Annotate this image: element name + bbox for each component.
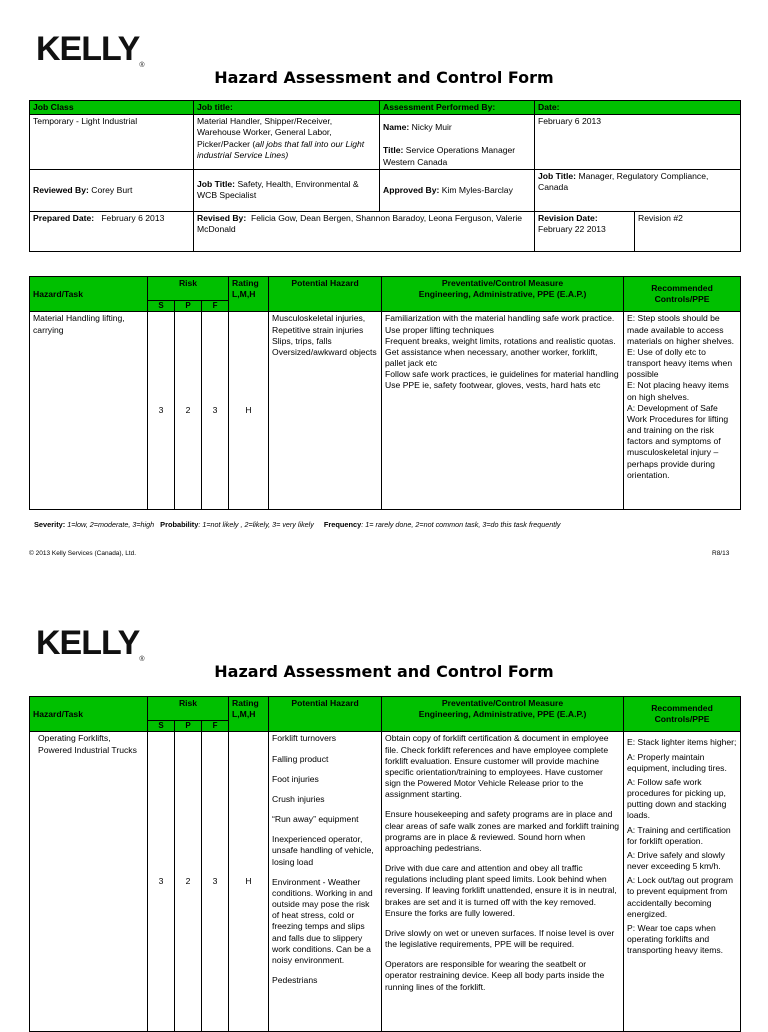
control-measures-2: Obtain copy of forklift certification & document in employee file. Check forklift references and have employee complete forklift evaluation. Ensure customer will provide machine specific orientation/training to employees. Have customer sign the Powered Motor Vehicle Release prior to the assignment starting. Ensure housekeeping and safety programs are in place and clear areas of safe walk zones are marked and forklift training programs are in place & reviewed. Sound horn when approaching pedestrians. Drive with due care and attention and obey all traffic regulations including plant speed limits. Look behind when reversing. If leaving forklift unattended, ensure it is in neutral, brakes are set and it is turned off with the key removed. Ensure the forks are fully lowered. Drive slowly on wet or uneven surfaces. If noise level is over the legislative requirements, PPE will be required. Operators are responsible for wearing the seatbelt or operator restraining device. Keep all body parts inside the running lines of the forklift.: [382, 732, 624, 1032]
col-rating: Rating L,M,H: [229, 277, 269, 312]
assessment-date-value: February 6 2013: [535, 115, 741, 170]
control-measures-1: Familiarization with the material handling safe work practice. Use proper lifting techniques Frequent breaks, weight limits, rotations and realistic quotas. Get assistance when necessary, another worker, forklift, pallet jack etc Follow safe work practices, ie guidelines for material handling Use PPE ie, safety footwear, gloves, vests, hard hats etc: [382, 312, 624, 510]
col-risk: Risk: [148, 277, 229, 301]
potential-hazards-1: Musculoskeletal injuries, Repetitive strain injuries Slips, trips, falls Oversized/awkward objects: [269, 312, 382, 510]
rating-value: H: [229, 312, 269, 510]
rating-legend: Severity: 1=low, 2=moderate, 3=high Probability: 1=not likely , 2=likely, 3= very likely Frequency: 1= rarely done, 2=not common task, 3=do this task frequently: [34, 520, 561, 529]
recommended-controls-1: E: Step stools should be made available to access materials on higher shelves. E: Use of dolly etc to transport heavy items when possible E: Not placing heavy items on high shelves. A: Development of Safe Work Procedures for lifting and training on the risk factors and symptoms of musculoskeletal injury – perhaps provide during orientation.: [624, 312, 741, 510]
revised-by: Revised By: Felicia Gow, Dean Bergen, Shannon Baradoy, Leona Ferguson, Valerie McDonald: [194, 211, 535, 251]
task-operating-forklifts: Operating Forklifts, Powered Industrial Trucks: [30, 732, 148, 1032]
col-s: S: [148, 301, 175, 312]
severity-value: 3: [148, 732, 175, 1032]
job-class-header: Job Class: [30, 101, 194, 115]
col-potential-hazard: Potential Hazard: [269, 697, 382, 732]
kelly-logo: KELLY®: [36, 624, 145, 663]
col-p: P: [175, 721, 202, 732]
recommended-controls-2: E: Stack lighter items higher; A: Properly maintain equipment, including tires. A: Follow safe work procedures for picking up, putting down and stacking loads. A: Training and certification for forklift operation. A: Drive safely and slowly never exceeding 5 km/h. A: Lock out/tag out program to prevent equipment from accidentally becoming energized. P: Wear toe caps when operating forklifts and transporting heavy items.: [624, 732, 741, 1032]
col-recommended: Recommended Controls/PPE: [624, 697, 741, 732]
potential-hazards-2: Forklift turnovers Falling product Foot injuries Crush injuries “Run away” equipment Inexperienced operator, unsafe handling of vehicle, losing load Environment - Weather conditions. Working in and outside may pose the risk of heat stress, cold or freezing temps and slips and falls due to slippery work conditions. Can be a noisy environment. Pedestrians: [269, 732, 382, 1032]
col-f: F: [202, 721, 229, 732]
revision-number: Revision #2: [635, 211, 741, 251]
col-f: F: [202, 301, 229, 312]
col-recommended: Recommended Controls/PPE: [624, 277, 741, 312]
assessor-cell: Name: Nicky Muir Title: Service Operations Manager Western Canada: [380, 115, 535, 170]
assessment-header: Assessment Performed By:: [380, 101, 535, 115]
job-class-value: Temporary - Light Industrial: [30, 115, 194, 170]
date-header: Date:: [535, 101, 741, 115]
severity-value: 3: [148, 312, 175, 510]
col-hazard-task: Hazard/Task: [30, 697, 148, 732]
approver-job-title: Job Title: Manager, Regulatory Compliance, Canada: [535, 169, 741, 211]
frequency-value: 3: [202, 732, 229, 1032]
col-risk: Risk: [148, 697, 229, 721]
approved-by: Approved By: Kim Myles-Barclay: [380, 169, 535, 211]
kelly-logo: KELLY®: [36, 30, 145, 69]
col-control-measure: Preventative/Control Measure Engineering, Administrative, PPE (E.A.P.): [382, 277, 624, 312]
prepared-date: Prepared Date: February 6 2013: [30, 211, 194, 251]
form-title: Hazard Assessment and Control Form: [214, 662, 554, 681]
col-s: S: [148, 721, 175, 732]
col-potential-hazard: Potential Hazard: [269, 277, 382, 312]
probability-value: 2: [175, 732, 202, 1032]
form-title: Hazard Assessment and Control Form: [214, 68, 554, 87]
col-p: P: [175, 301, 202, 312]
copyright-footer: © 2013 Kelly Services (Canada), Ltd.: [29, 550, 137, 557]
hazard-table-2: [29, 696, 741, 1032]
col-hazard-task: Hazard/Task: [30, 277, 148, 312]
revision-date: Revision Date: February 22 2013: [535, 211, 635, 251]
rating-value: H: [229, 732, 269, 1032]
job-title-header: Job title:: [194, 101, 380, 115]
task-material-handling: Material Handling lifting, carrying: [30, 312, 148, 510]
reviewer-job-title: Job Title: Safety, Health, Environmental & WCB Specialist: [194, 169, 380, 211]
col-control-measure: Preventative/Control Measure Engineering, Administrative, PPE (E.A.P.): [382, 697, 624, 732]
probability-value: 2: [175, 312, 202, 510]
form-code-footer: R8/13: [712, 550, 730, 557]
frequency-value: 3: [202, 312, 229, 510]
reviewed-by: Reviewed By: Corey Burt: [30, 169, 194, 211]
col-rating: Rating L,M,H: [229, 697, 269, 732]
job-title-value: Material Handler, Shipper/Receiver, Warehouse Worker, General Labor, Picker/Packer (all jobs that fall into our Light industrial Service Lines): [194, 115, 380, 170]
